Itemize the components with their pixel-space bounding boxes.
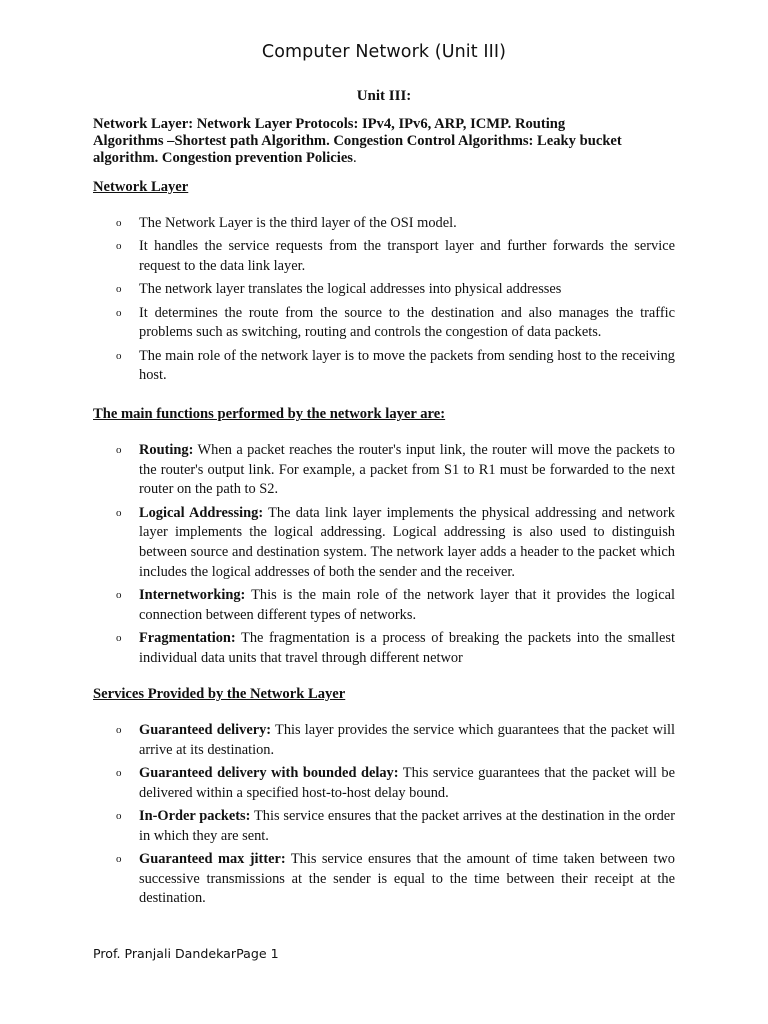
- services-list: [93, 721, 675, 913]
- bullet-icon: o: [116, 724, 122, 736]
- functions-list: [93, 441, 675, 672]
- bullet-icon: o: [116, 240, 122, 253]
- term-description: This service ensures that the amount of time taken between two successive transmissions at the sender is equal to the time between their receipt at the destination.: [139, 851, 675, 907]
- term-label: Fragmentation:: [139, 630, 236, 647]
- term-description: The fragmentation is a process of breaking the packets into the smallest individual data units that travel through different networ: [139, 630, 675, 666]
- list-item: [93, 850, 675, 909]
- term-description: When a packet reaches the router's input link, the router will move the packets to the router's output link. For example, a packet from S1 to R1 must be forwarded to the next router on the path to S2.: [139, 442, 675, 498]
- page-footer: Prof. Pranjali DandekarPage 1: [93, 946, 279, 961]
- list-item-text: The network layer translates the logical addresses into physical addresses: [139, 281, 562, 298]
- list-item: [93, 504, 675, 583]
- unit-heading: Unit III:: [356, 88, 412, 104]
- list-item: [93, 237, 675, 276]
- list-item-text: The Network Layer is the third layer of the OSI model.: [139, 215, 457, 231]
- list-item: [93, 347, 675, 386]
- list-item-text: It handles the service requests from the transport layer and further forwards the service request to the data link layer.: [139, 238, 675, 274]
- syllabus-period: .: [352, 150, 357, 166]
- term-description: This is the main role of the network layer that it provides the logical connection between different types of networks.: [139, 587, 675, 623]
- syllabus-summary: [93, 116, 638, 167]
- term-description: This service guarantees that the packet will be delivered within a specified host-to-host delay bound.: [139, 765, 675, 801]
- list-item: [93, 304, 675, 343]
- term-description: The data link layer implements the physical addressing and network layer implements the logical addressing. Logical addressing is also used to distinguish between source and destination system. The network layer adds a header to the packet which includes the logical addresses of both the sender and the receiver.: [139, 504, 675, 580]
- bullet-icon: o: [116, 853, 122, 865]
- network-layer-list: [93, 214, 675, 390]
- term-description: This layer provides the service which guarantees that the packet will arrive at its destination.: [139, 722, 675, 758]
- list-item: [93, 280, 675, 300]
- term-label: Internetworking:: [139, 587, 246, 604]
- list-item-text: It determines the route from the source to the destination and also manages the traffic problems such as switching, routing and controls the congestion of data packets.: [139, 304, 675, 341]
- bullet-icon: o: [116, 589, 122, 602]
- list-item: [93, 764, 675, 803]
- term-label: Guaranteed delivery:: [139, 722, 272, 738]
- list-item: [93, 629, 675, 668]
- bullet-icon: o: [116, 506, 122, 519]
- list-item: [93, 441, 675, 500]
- bullet-icon: o: [116, 810, 122, 822]
- term-label: Guaranteed max jitter:: [139, 851, 286, 867]
- list-item: [93, 807, 675, 846]
- list-item-text: The main role of the network layer is to move the packets from sending host to the receiving host.: [139, 347, 675, 384]
- list-item: [93, 586, 675, 625]
- bullet-icon: o: [116, 767, 122, 779]
- term-label: Guaranteed delivery with bounded delay:: [139, 765, 399, 781]
- section-heading-functions: The main functions performed by the network layer are:: [93, 406, 446, 422]
- list-item: [93, 214, 675, 234]
- section-heading-services: Services Provided by the Network Layer: [93, 686, 346, 702]
- document-title: Computer Network (Unit III): [261, 42, 507, 62]
- bullet-icon: o: [116, 306, 122, 319]
- bullet-icon: o: [116, 444, 122, 456]
- section-heading-network-layer: Network Layer: [93, 179, 189, 195]
- term-description: This service ensures that the packet arrives at the destination in the order in which they are sent.: [139, 808, 675, 844]
- term-label: Routing:: [139, 442, 194, 458]
- term-label: Logical Addressing:: [139, 504, 264, 521]
- bullet-icon: o: [116, 217, 122, 229]
- list-item: [93, 721, 675, 760]
- bullet-icon: o: [116, 349, 122, 362]
- bullet-icon: o: [116, 632, 122, 645]
- term-label: In-Order packets:: [139, 808, 251, 824]
- bullet-icon: o: [116, 283, 122, 296]
- syllabus-text: Network Layer: Network Layer Protocols: IPv4, IPv6, ARP, ICMP. Routing Algorithms –Shortest path Algorithm. Congestion Control Algorithms: Leaky bucket algorithm. Congestion prevention Policies: [93, 116, 622, 166]
